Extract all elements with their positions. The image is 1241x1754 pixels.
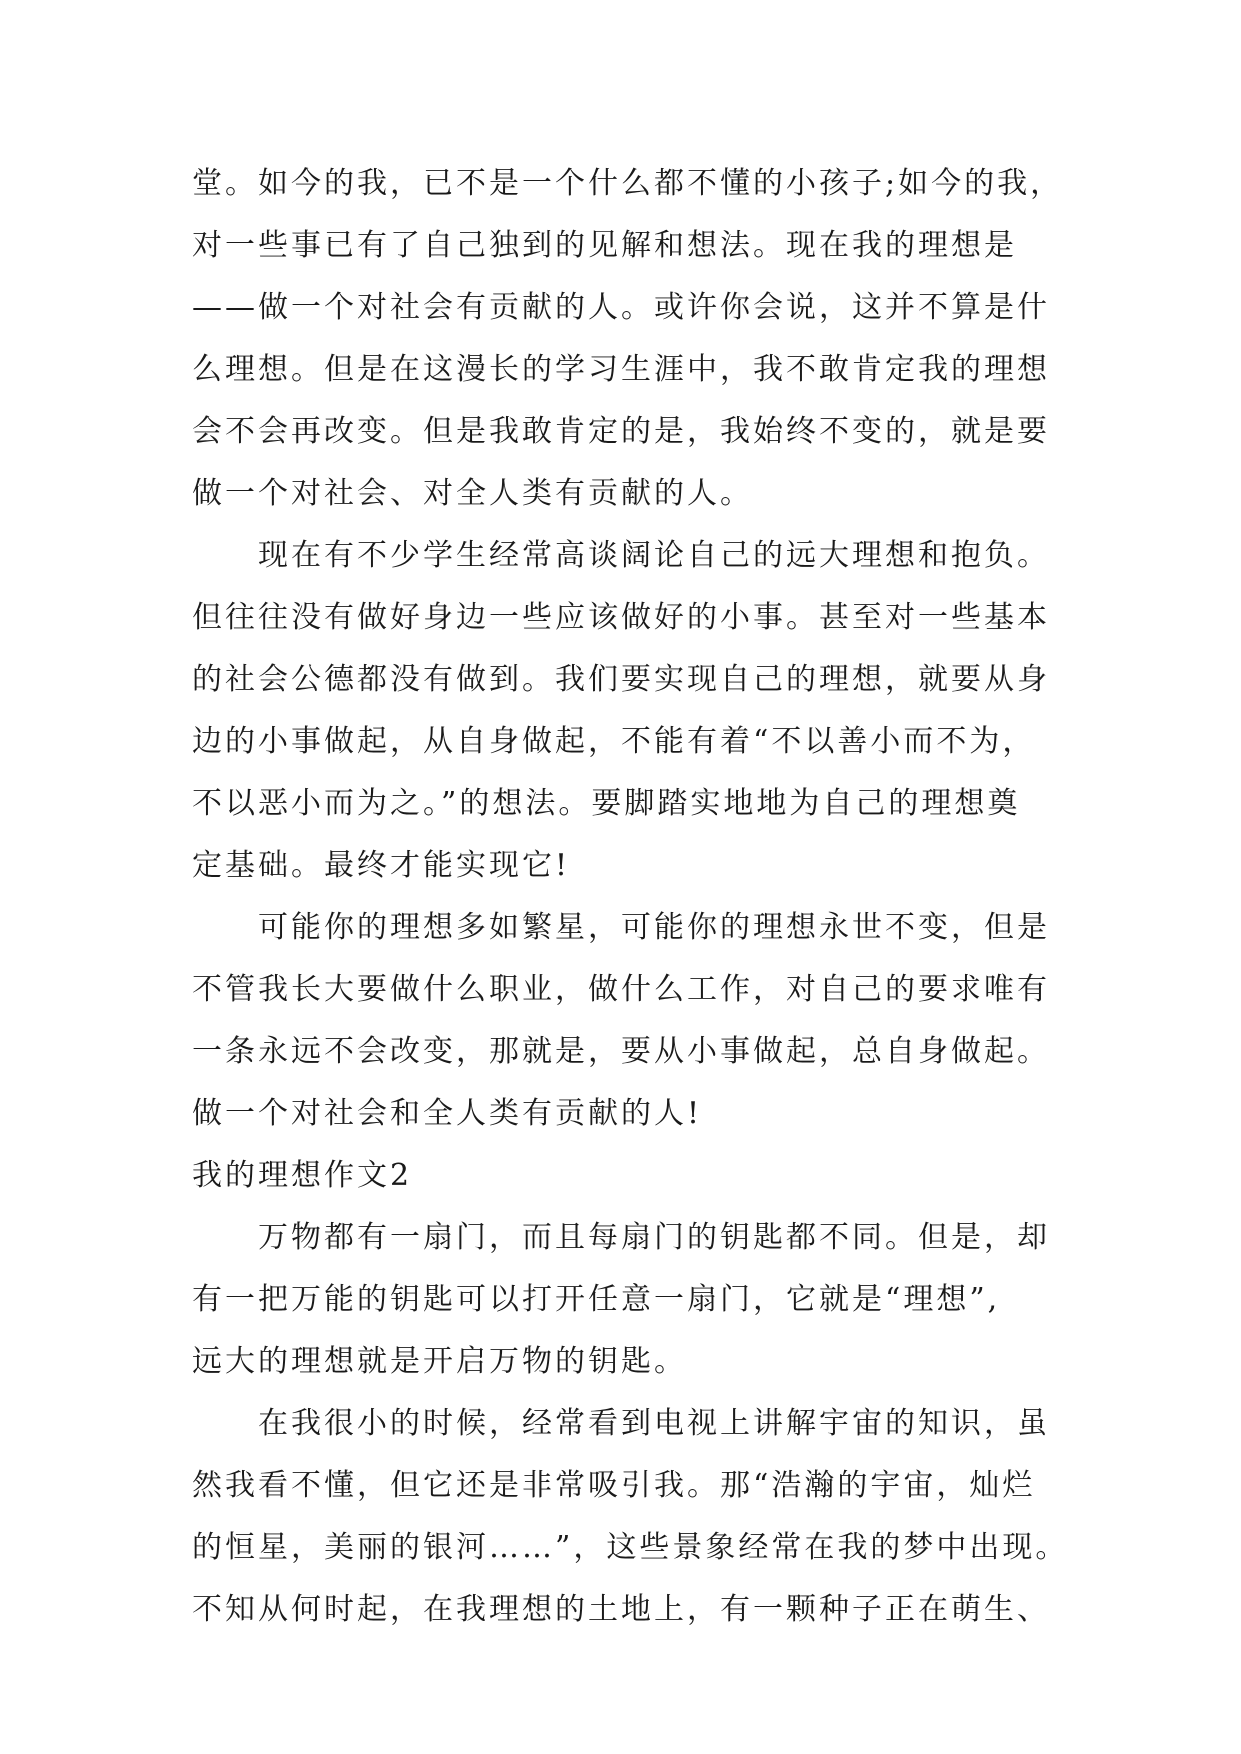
text-line: 做一个对社会、对全人类有贡献的人。 [192, 476, 753, 511]
text-line: 一条永远不会改变，那就是，要从小事做起，总自身做起。 [192, 1034, 1050, 1069]
text-line: 然我看不懂，但它还是非常吸引我。那“浩瀚的宇宙，灿烂 [192, 1468, 1036, 1503]
text-line: 的恒星，美丽的银河……”，这些景象经常在我的梦中出现。 [192, 1530, 1069, 1565]
text-line: 我的理想作文2 [192, 1158, 413, 1193]
text-line: 但往往没有做好身边一些应该做好的小事。甚至对一些基本 [192, 600, 1050, 635]
paragraph-first-line: 万物都有一扇门，而且每扇门的钥匙都不同。但是，却 [258, 1220, 1050, 1255]
text-line: 有一把万能的钥匙可以打开任意一扇门，它就是“理想”, [192, 1282, 1001, 1317]
paragraph-first-line: 在我很小的时候，经常看到电视上讲解宇宙的知识，虽 [258, 1406, 1050, 1441]
text-line: ——做一个对社会有贡献的人。或许你会说，这并不算是什 [192, 290, 1050, 325]
text-line: 定基础。最终才能实现它! [192, 848, 571, 883]
text-line: 会不会再改变。但是我敢肯定的是，我始终不变的，就是要 [192, 414, 1050, 449]
text-line: 堂。如今的我，已不是一个什么都不懂的小孩子;如今的我， [192, 166, 1064, 201]
text-line: 边的小事做起，从自身做起，不能有着“不以善小而不为， [192, 724, 1036, 759]
document-body [192, 153, 1072, 1641]
text-line: 的社会公德都没有做到。我们要实现自己的理想，就要从身 [192, 662, 1050, 697]
text-line: 不以恶小而为之。”的想法。要脚踏实地地为自己的理想奠 [192, 786, 1021, 821]
text-line: 对一些事已有了自己独到的见解和想法。现在我的理想是 [192, 228, 1017, 263]
text-line: 远大的理想就是开启万物的钥匙。 [192, 1344, 687, 1379]
text-line: 不知从何时起，在我理想的土地上，有一颗种子正在萌生、 [192, 1592, 1050, 1627]
text-line: 不管我长大要做什么职业，做什么工作，对自己的要求唯有 [192, 972, 1050, 1007]
text-line: 么理想。但是在这漫长的学习生涯中，我不敢肯定我的理想 [192, 352, 1050, 387]
text-line: 做一个对社会和全人类有贡献的人! [192, 1096, 703, 1131]
paragraph-first-line: 可能你的理想多如繁星，可能你的理想永世不变，但是 [258, 910, 1050, 945]
paragraph-first-line: 现在有不少学生经常高谈阔论自己的远大理想和抱负。 [258, 538, 1050, 573]
